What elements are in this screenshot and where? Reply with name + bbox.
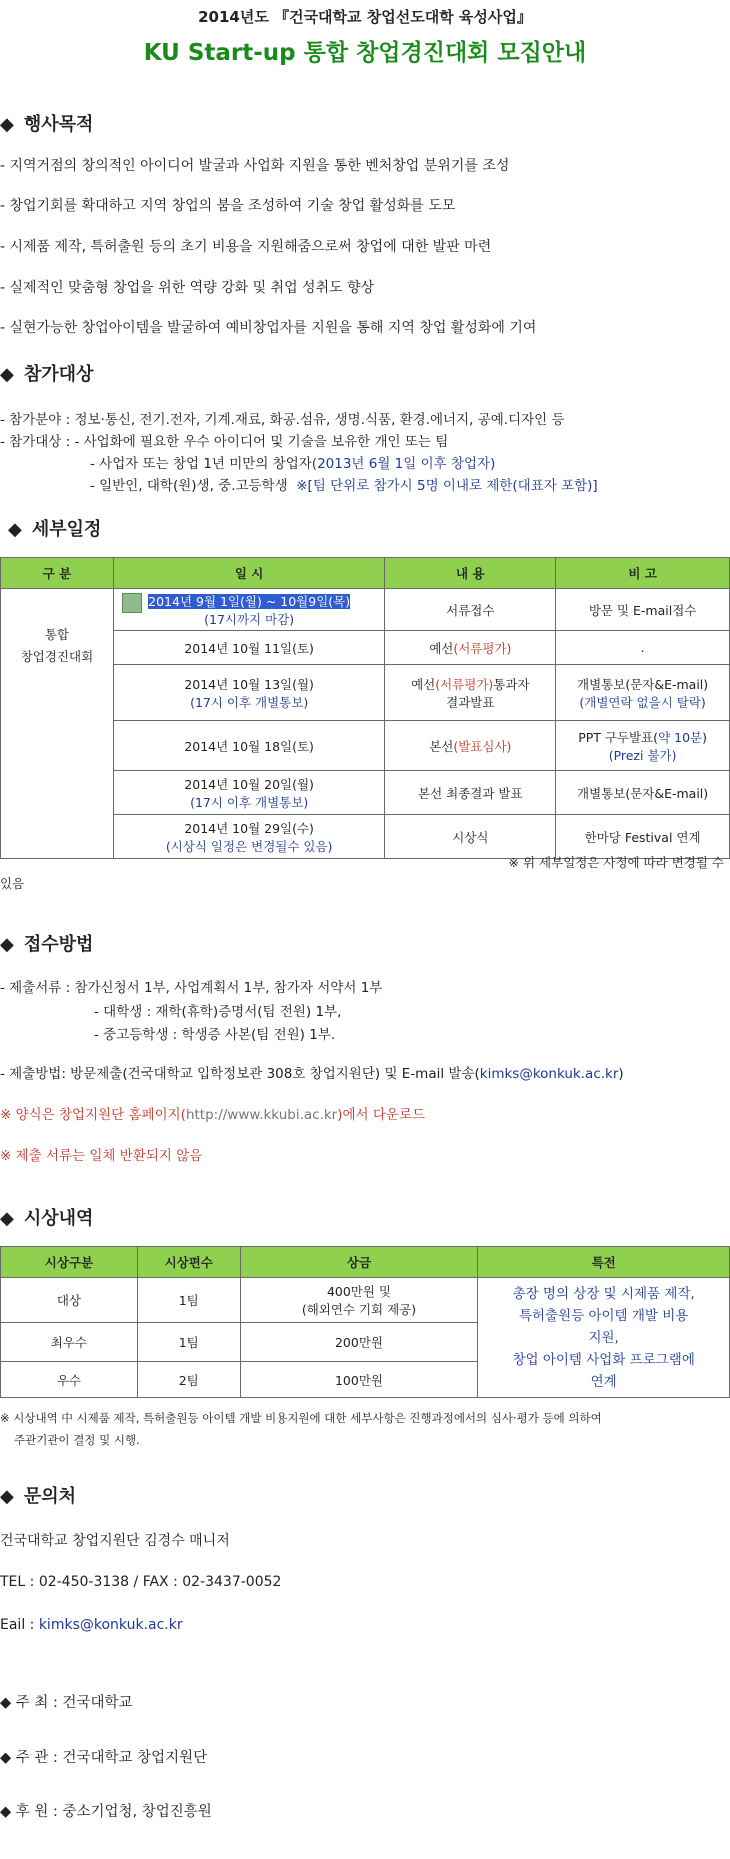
awards-table <box>0 1246 730 1398</box>
schedule-note: . <box>556 631 730 665</box>
purpose-item: - 창업기회를 확대하고 지역 창업의 붐을 조성하여 기술 창업 활성화를 도모 <box>0 198 456 214</box>
section-purpose-heading: ◆ 행사목적 <box>0 114 94 135</box>
col-date: 일 시 <box>113 558 385 589</box>
submission-docs: - 제출서류 : 참가신청서 1부, 사업계획서 1부, 참가자 서약서 1부 <box>0 980 383 996</box>
organizer-sponsor: ◆ 후 원 : 중소기업청, 창업진흥원 <box>0 1804 212 1820</box>
purpose-item: - 지역거점의 창의적인 아이디어 발굴과 사업화 지원을 통한 벤처창업 분위기를 조성 <box>0 158 510 174</box>
col-benefit: 특전 <box>478 1247 730 1278</box>
award-count: 1팀 <box>137 1323 240 1362</box>
schedule-date: 2014년 10월 20일(월) (17시 이후 개별통보) <box>113 771 385 815</box>
award-grade: 우수 <box>1 1362 138 1398</box>
table-row <box>1 1278 730 1323</box>
section-target-heading: ◆ 참가대상 <box>0 364 94 385</box>
schedule-date: 2014년 10월 13일(월) (17시 이후 개별통보) <box>113 665 385 721</box>
email-link[interactable]: kimks@konkuk.ac.kr <box>479 1066 619 1082</box>
target-field: - 참가분야 : 정보·통신, 전기.전자, 기계.재료, 화공.섬유, 생명.식품, 환경.에너지, 공예.디자인 등 <box>0 412 565 428</box>
schedule-date: 2014년 10월 11일(토) <box>113 631 385 665</box>
schedule-date: 2014년 10월 18일(토) <box>113 721 385 771</box>
award-count: 2팀 <box>137 1362 240 1398</box>
schedule-note: PPT 구두발표(약 10분) (Prezi 불가) <box>556 721 730 771</box>
doc-subtitle: 2014년도 『건국대학교 창업선도대학 육성사업』 <box>198 8 532 26</box>
award-prize: 100만원 <box>240 1362 478 1398</box>
doc-title: KU Start-up 통합 창업경진대회 모집안내 <box>143 40 587 66</box>
awards-note: ※ 시상내역 中 시제품 제작, 특허출원등 아이템 개발 비용지원에 대한 세부사항은 진행과정에서의 심사·평가 등에 의하여 <box>0 1411 602 1425</box>
col-grade: 시상구분 <box>1 1247 138 1278</box>
section-schedule-heading: ◆ 세부일정 <box>8 519 102 540</box>
schedule-note: 방문 및 E-mail접수 <box>556 589 730 631</box>
schedule-date: 2014년 9월 1일(월) ~ 10월9일(목) (17시까지 마감) <box>113 589 385 631</box>
contact-email-link[interactable]: kimks@konkuk.ac.kr <box>38 1617 183 1633</box>
schedule-content: 예선(서류평가)통과자 결과발표 <box>385 665 556 721</box>
schedule-category: 통합 창업경진대회 <box>1 589 114 859</box>
submission-docs-univ: - 대학생 : 재학(휴학)증명서(팀 전원) 1부, <box>94 1004 342 1020</box>
section-contact-heading: ◆ 문의처 <box>0 1486 77 1507</box>
awards-header-row <box>1 1247 730 1278</box>
diamond-icon: ◆ <box>0 1486 14 1507</box>
schedule-note: 개별통보(문자&E-mail) <box>556 771 730 815</box>
submission-method: - 제출방법: 방문제출(건국대학교 입학정보관 308호 창업지원단) 및 E-mail 발송(kimks@konkuk.ac.kr) <box>0 1066 624 1082</box>
contact-tel: TEL : 02-450-3138 / FAX : 02-3437-0052 <box>0 1574 282 1590</box>
col-prize: 상금 <box>240 1247 478 1278</box>
col-note: 비 고 <box>556 558 730 589</box>
target-who: - 참가대상 : - 사업화에 필요한 우수 아이디어 및 기술을 보유한 개인 또는 팀 <box>0 434 449 450</box>
diamond-icon: ◆ <box>0 364 14 385</box>
award-count: 1팀 <box>137 1278 240 1323</box>
schedule-note: 개별통보(문자&E-mail) (개별연락 없을시 탈락) <box>556 665 730 721</box>
contact-email: Eail : kimks@konkuk.ac.kr <box>0 1617 183 1633</box>
organizer-host: ◆ 주 최 : 건국대학교 <box>0 1695 133 1711</box>
col-category: 구 분 <box>1 558 114 589</box>
section-submission-heading: ◆ 접수방법 <box>0 934 94 955</box>
diamond-icon: ◆ <box>0 114 14 135</box>
schedule-table <box>0 557 730 859</box>
table-row <box>1 589 730 631</box>
purpose-item: - 시제품 제작, 특허출원 등의 초기 비용을 지원해줌으로써 창업에 대한 발판 마련 <box>0 239 492 255</box>
submission-no-return: ※ 제출 서류는 일체 반환되지 않음 <box>0 1148 203 1164</box>
submission-docs-high: - 중고등학생 : 학생증 사본(팀 전원) 1부. <box>94 1027 336 1043</box>
award-prize: 400만원 및 (해외연수 기회 제공) <box>240 1278 478 1323</box>
schedule-content: 시상식 <box>385 815 556 859</box>
schedule-content: 본선 최종결과 발표 <box>385 771 556 815</box>
award-benefit: 총장 명의 상장 및 시제품 제작, 특허출원등 아이템 개발 비용 지원, 창업 아이템 사업화 프로그램에 연계 <box>478 1278 730 1398</box>
schedule-date: 2014년 10월 29일(수) (시상식 일정은 변경될수 있음) <box>113 815 385 859</box>
award-prize: 200만원 <box>240 1323 478 1362</box>
col-content: 내 용 <box>385 558 556 589</box>
homepage-link[interactable]: http://www.kkubi.ac.kr <box>185 1107 338 1123</box>
award-grade: 최우수 <box>1 1323 138 1362</box>
col-count: 시상편수 <box>137 1247 240 1278</box>
schedule-content: 서류접수 <box>385 589 556 631</box>
schedule-content: 본선(발표심사) <box>385 721 556 771</box>
section-awards-heading: ◆ 시상내역 <box>0 1208 94 1229</box>
target-sub2: - 일반인, 대학(원)생, 중.고등학생 ※[팀 단위로 참가시 5명 이내로 제한(대표자 포함)] <box>90 478 598 494</box>
schedule-footnote: ※ 위 세부일정은 사정에 따라 변경될 수 <box>508 855 724 870</box>
cursor-icon <box>122 593 142 613</box>
schedule-note: 한마당 Festival 연계 <box>556 815 730 859</box>
diamond-icon: ◆ <box>0 934 14 955</box>
contact-person: 건국대학교 창업지원단 김경수 매니저 <box>0 1533 230 1549</box>
schedule-footnote-cont: 있음 <box>0 876 25 891</box>
award-grade: 대상 <box>1 1278 138 1323</box>
awards-note-cont: 주관기관이 결정 및 시행. <box>14 1433 140 1447</box>
organizer-organizer: ◆ 주 관 : 건국대학교 창업지원단 <box>0 1750 208 1766</box>
schedule-header-row <box>1 558 730 589</box>
diamond-icon: ◆ <box>0 1208 14 1229</box>
target-sub1: - 사업자 또는 창업 1년 미만의 창업자(2013년 6월 1일 이후 창업자) <box>90 456 496 472</box>
purpose-item: - 실제적인 맞춤형 창업을 위한 역량 강화 및 취업 성취도 향상 <box>0 280 375 296</box>
submission-form-note: ※ 양식은 창업지원단 홈페이지(http://www.kkubi.ac.kr)에서 다운로드 <box>0 1107 426 1123</box>
purpose-item: - 실현가능한 창업아이템을 발굴하여 예비창업자를 지원을 통해 지역 창업 활성화에 기여 <box>0 320 537 336</box>
diamond-icon: ◆ <box>8 519 22 540</box>
schedule-content: 예선(서류평가) <box>385 631 556 665</box>
